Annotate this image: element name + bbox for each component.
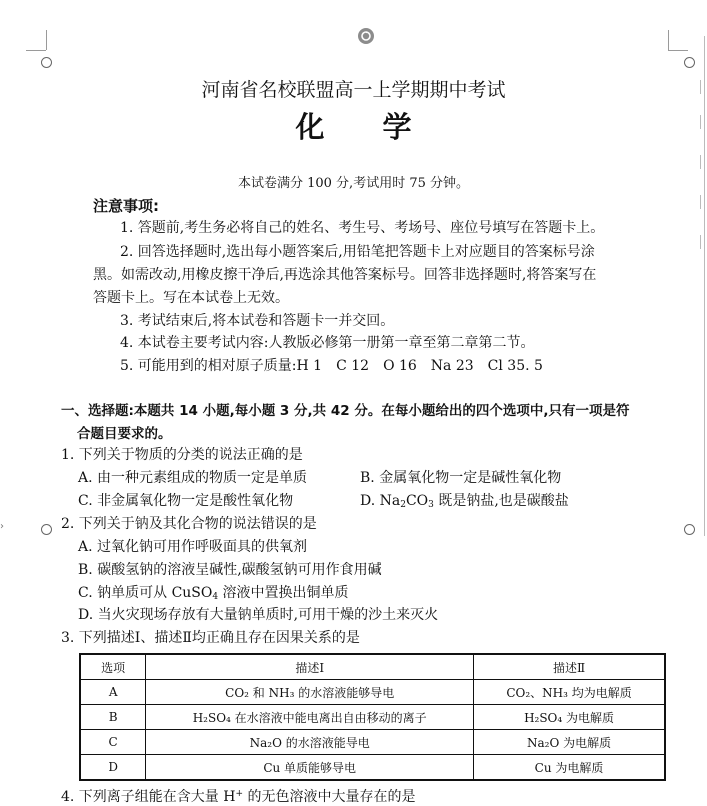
crop-mark-top-left <box>26 50 46 51</box>
row-option: C <box>80 730 146 755</box>
table-row <box>80 755 665 781</box>
rotate-icon[interactable] <box>358 28 374 44</box>
note-5: 5. 可能用到的相对原子质量:H 1 C 12 O 16 Na 23 Cl 35. 5 <box>120 358 543 374</box>
scroll-tick <box>700 155 707 169</box>
q2-option-d: D. 当火灾现场存放有大量钠单质时,可用干燥的沙土来灭火 <box>78 607 439 623</box>
header-option: 选项 <box>80 654 146 680</box>
binding-hole <box>684 524 695 535</box>
q2-option-a: A. 过氧化钠可用作呼吸面具的供氧剂 <box>78 539 308 555</box>
table-row <box>80 705 665 730</box>
row-desc1: Cu 单质能够导电 <box>146 755 474 781</box>
note-4: 4. 本试卷主要考试内容:人教版必修第一册第一章至第二章第二节。 <box>120 335 535 351</box>
row-desc1: CO₂ 和 NH₃ 的水溶液能够导电 <box>146 680 474 705</box>
q1-stem: 1. 下列关于物质的分类的说法正确的是 <box>61 447 303 463</box>
q3-table <box>79 653 666 781</box>
crop-mark-top-right <box>668 50 688 51</box>
q1-option-c: C. 非金属氧化物一定是酸性氧化物 <box>78 493 294 509</box>
q1-option-d: D. $Na_2CO_3$ 既是钠盐,也是碳酸盐 <box>360 493 569 510</box>
exam-info: 本试卷满分 100 分,考试用时 75 分钟。 <box>237 176 470 191</box>
notes-heading: 注意事项: <box>93 197 159 215</box>
chevron-left-icon[interactable]: › <box>0 521 4 532</box>
note-1: 1. 答题前,考生务必将自己的姓名、考生号、考场号、座位号填写在答题卡上。 <box>120 220 605 236</box>
row-option: B <box>80 705 146 730</box>
header-desc1: 描述Ⅰ <box>146 654 474 680</box>
note-2b: 黑。如需改动,用橡皮擦干净后,再选涂其他答案标号。回答非选择题时,将答案写在 <box>93 267 597 283</box>
scroll-tick <box>700 195 707 209</box>
crop-mark-top-left-v <box>46 30 47 50</box>
note-2c: 答题卡上。写在本试卷上无效。 <box>93 290 289 306</box>
binding-hole <box>41 524 52 535</box>
q2-option-b: B. 碳酸氢钠的溶液呈碱性,碳酸氢钠可用作食用碱 <box>78 562 382 578</box>
row-option: A <box>80 680 146 705</box>
note-2a: 2. 回答选择题时,选出每小题答案后,用铅笔把答题卡上对应题目的答案标号涂 <box>120 244 595 260</box>
q1-option-b: B. 金属氧化物一定是碱性氧化物 <box>360 470 562 486</box>
scroll-tick <box>700 235 707 249</box>
subject-title: 化 学 <box>295 110 412 144</box>
q2-stem: 2. 下列关于钠及其化合物的说法错误的是 <box>61 516 317 532</box>
binding-hole <box>41 57 52 68</box>
q2-option-c: C. 钠单质可从 CuSO$_4$ 溶液中置换出铜单质 <box>78 585 349 602</box>
section-heading-cont: 合题目要求的。 <box>77 426 172 442</box>
exam-title: 河南省名校联盟高一上学期期中考试 <box>201 79 506 101</box>
note-3: 3. 考试结束后,将本试卷和答题卡一并交回。 <box>120 313 395 329</box>
row-desc2: Cu 为电解质 <box>474 755 665 781</box>
row-desc2: CO₂、NH₃ 均为电解质 <box>474 680 665 705</box>
table-row <box>80 730 665 755</box>
row-desc1: H₂SO₄ 在水溶液中能电离出自由移动的离子 <box>146 705 474 730</box>
row-desc2: Na₂O 为电解质 <box>474 730 665 755</box>
row-desc2: H₂SO₄ 为电解质 <box>474 705 665 730</box>
binding-hole <box>684 57 695 68</box>
crop-mark-top-right-v <box>668 30 669 50</box>
header-desc2: 描述Ⅱ <box>474 654 665 680</box>
table-row <box>80 680 665 705</box>
row-option: D <box>80 755 146 781</box>
q4-stem: 4. 下列离子组能在含大量 H+ 的无色溶液中大量存在的是 <box>61 789 416 805</box>
table-header-row <box>80 654 665 680</box>
q3-stem: 3. 下列描述Ⅰ、描述Ⅱ均正确且存在因果关系的是 <box>61 630 360 646</box>
section-heading: 一、选择题:本题共 14 小题,每小题 3 分,共 42 分。在每小题给出的四个选项中,只有一项是符 <box>61 403 630 419</box>
q1-option-a: A. 由一种元素组成的物质一定是单质 <box>78 470 308 486</box>
row-desc1: Na₂O 的水溶液能导电 <box>146 730 474 755</box>
